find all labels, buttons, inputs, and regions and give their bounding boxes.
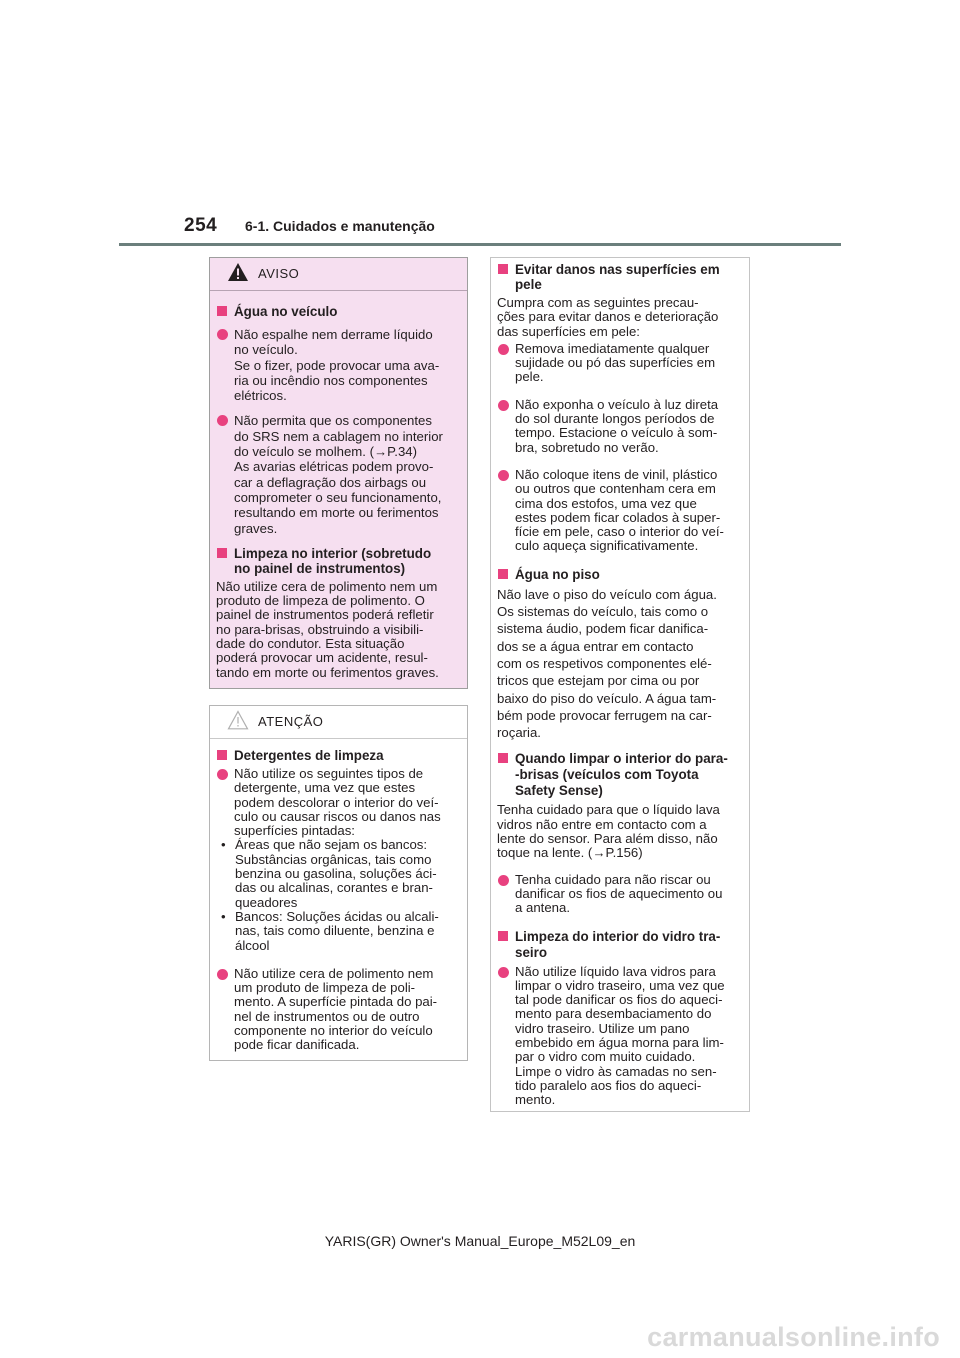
caution-sub-item xyxy=(218,910,461,953)
warning-bullet-spill xyxy=(216,327,461,403)
caution-bullet-wax xyxy=(216,967,461,1053)
warning-box xyxy=(209,257,468,689)
warning-label: AVISO xyxy=(258,266,300,281)
bullet-leather-sun xyxy=(497,398,743,455)
heading-text: Evitar danos nas superfícies em pele xyxy=(515,262,720,292)
bullet-text: Não utilize líquido lava vidros para limpar o vidro traseiro, uma vez que tal pode danificar os fios do aqueci- mento para desembaciamento do vidro traseiro. Utilize um pano embebido em água morna para lim- par o vidro com muito cuidado. Limpe o vidro às camadas no sen- tido paralelo aos fios do aqueci- mento. xyxy=(515,963,725,1108)
sub-bullet-marker: • xyxy=(221,837,226,853)
caution-label: ATENÇÃO xyxy=(258,714,324,729)
sub-text: Áreas que não sejam os bancos: Substâncias orgânicas, tais como benzina ou gasolina, soluções áci- das ou alcalinas, corantes e bran- queadores xyxy=(235,837,437,910)
section-title: 6-1. Cuidados e manutenção xyxy=(245,218,435,234)
bullet-heating-wires xyxy=(497,873,743,916)
caution-sub-item xyxy=(218,838,461,909)
square-bullet-icon xyxy=(217,548,227,558)
sub-text: Bancos: Soluções ácidas ou alcali- nas, tais como diluente, benzina e álcool xyxy=(235,908,439,953)
round-bullet-icon xyxy=(498,875,509,886)
right-column-body xyxy=(491,258,749,1107)
right-column-box xyxy=(490,257,750,1112)
bullet-text: Não permita que os componentes do SRS nem a cablagem no interior do veículo se molhem. (→P.34) As avarias elétricas podem provo- car a deflagração dos airbags ou comprometer o seu funcionamento, resultando em morte ou ferimentos graves. xyxy=(234,413,443,536)
heading-text: Detergentes de limpeza xyxy=(234,748,384,763)
caution-triangle-icon xyxy=(227,710,249,730)
bullet-text: Não exponha o veículo à luz direta do sol durante longos períodos de tempo. Estacione o veículo à som- bra, sobretudo no verão. xyxy=(515,396,719,455)
paragraph-leather-intro: Cumpra com as seguintes precau- ções para evitar danos e deterioração das superfícies em pele: xyxy=(497,295,719,339)
round-bullet-icon xyxy=(217,769,228,780)
warning-heading-cleaning xyxy=(216,546,461,576)
footer-manual-id: YARIS(GR) Owner's Manual_Europe_M52L09_en xyxy=(324,1233,636,1249)
warning-body xyxy=(210,291,467,680)
heading-text: Limpeza do interior do vidro tra- seiro xyxy=(515,928,721,960)
warning-triangle-icon xyxy=(227,262,249,282)
sub-bullet-marker: • xyxy=(221,908,226,924)
warning-heading-water xyxy=(216,304,461,319)
warning-paragraph: Não utilize cera de polimento nem um produto de limpeza de polimento. O painel de instrumentos poderá refletir no para-brisas, obstruindo a visibili- dade do condutor. Esta situação poderá provocar um acidente, resul- tando em morte ou ferimentos graves. xyxy=(216,578,439,680)
caution-body xyxy=(210,739,467,1053)
paragraph-windshield: Tenha cuidado para que o líquido lava vidros não entre em contacto com a lente do sensor. Para além disso, não toque na lente. (→P.156) xyxy=(497,802,720,861)
round-bullet-icon xyxy=(498,470,509,481)
bullet-text: Tenha cuidado para não riscar ou danificar os fios de aquecimento ou a antena. xyxy=(515,871,723,916)
page-number: 254 xyxy=(184,215,218,236)
square-bullet-icon xyxy=(498,569,508,579)
heading-leather xyxy=(497,262,743,292)
bullet-leather-dirt xyxy=(497,342,743,385)
square-bullet-icon xyxy=(498,931,508,941)
heading-rear-window xyxy=(497,929,743,961)
bullet-text: Não espalhe nem derrame líquido no veículo. Se o fizer, pode provocar uma ava- ria ou incêndio nos componentes elétricos. xyxy=(234,327,440,404)
bullet-text: Não utilize cera de polimento nem um produto de limpeza de poli- mento. A superfície pintada do pai- nel de instrumentos ou de outro componente no interior do veículo pode ficar danificada. xyxy=(234,965,438,1053)
square-bullet-icon xyxy=(217,306,227,316)
bullet-text: Não coloque itens de vinil, plástico ou outros que contenham cera em cima dos estofos, uma vez que estes podem ficar colados à super- fície em pele, caso o interior do veí- culo aqueça significativamente. xyxy=(515,466,724,554)
warning-bullet-srs xyxy=(216,413,461,535)
caution-heading-detergents xyxy=(216,748,461,763)
bullet-rear-window xyxy=(497,965,743,1108)
caution-box xyxy=(209,705,468,1061)
square-bullet-icon xyxy=(498,753,508,763)
heading-text: Água no piso xyxy=(515,566,600,582)
header-rule xyxy=(119,243,841,246)
watermark: carmanualsonline.info xyxy=(647,1322,940,1352)
heading-text: Limpeza no interior (sobretudo no painel de instrumentos) xyxy=(234,545,432,576)
heading-floor-water xyxy=(497,567,743,582)
round-bullet-icon xyxy=(498,967,509,978)
bullet-text: Remova imediatamente qualquer sujidade ou pó das superfícies em pele. xyxy=(515,340,716,385)
square-bullet-icon xyxy=(217,750,227,760)
round-bullet-icon xyxy=(498,344,509,355)
round-bullet-icon xyxy=(217,969,228,980)
bullet-leather-vinyl xyxy=(497,468,743,554)
caution-bullet-detergents xyxy=(216,767,461,838)
caution-header xyxy=(210,706,467,739)
heading-windshield xyxy=(497,751,743,799)
round-bullet-icon xyxy=(217,415,228,426)
bullet-text: Não utilize os seguintes tipos de detergente, uma vez que estes podem descolorar o interior do veí- culo ou causar riscos ou danos nas superfícies pintadas: xyxy=(234,766,441,839)
paragraph-floor-water: Não lave o piso do veículo com água. Os sistemas do veículo, tais como o sistema áudio, podem ficar danifica- dos se a água entrar em contacto com os respetivos componentes elé- tricos que estejam por cima ou por baixo do piso do veículo. A água tam- bém pode provocar ferrugem na car- roçaria. xyxy=(497,586,717,741)
round-bullet-icon xyxy=(498,400,509,411)
square-bullet-icon xyxy=(498,264,508,274)
heading-text: Quando limpar o interior do para- -brisas (veículos com Toyota Safety Sense) xyxy=(515,751,728,799)
round-bullet-icon xyxy=(217,329,228,340)
heading-text: Água no veículo xyxy=(234,304,338,319)
warning-header xyxy=(210,258,467,291)
